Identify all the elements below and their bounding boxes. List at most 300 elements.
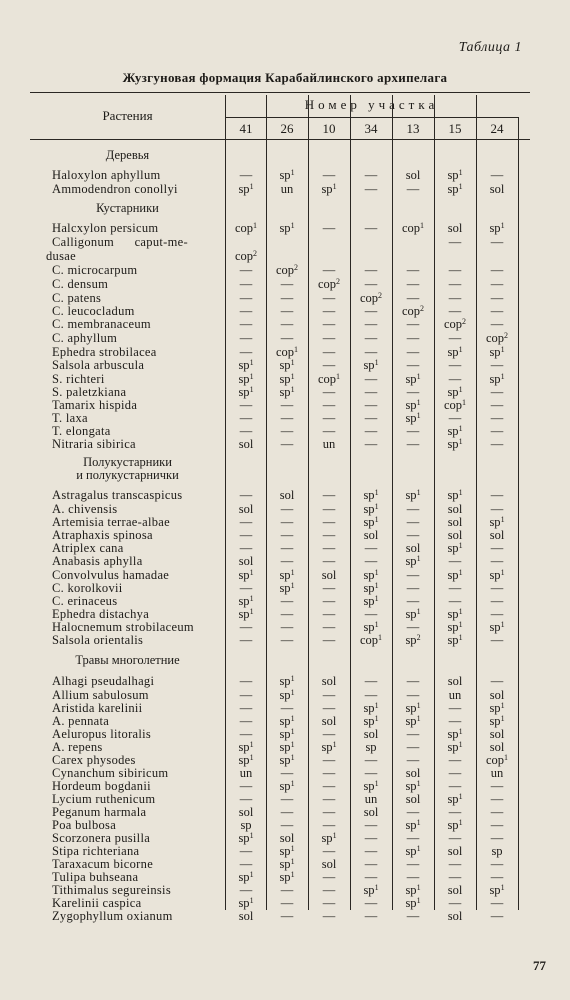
abundance-cell: — [490,168,504,182]
abundance-cell: — [322,515,336,529]
abundance-cell: $sp^1$ [447,792,463,806]
abundance-cell: — [448,896,462,910]
abundance-cell: — [322,541,336,555]
abundance-cell: — [239,779,253,793]
table-row [0,424,570,438]
abundance-cell: un [448,688,462,702]
plant-name: Atriplex cana [52,541,124,555]
abundance-cell: — [239,168,253,182]
table-row [0,398,570,412]
abundance-cell: $sp^1$ [279,358,295,372]
abundance-cell: — [239,727,253,741]
abundance-cell: $sp^1$ [279,844,295,858]
abundance-cell: — [490,857,504,871]
abundance-cell: — [322,398,336,412]
abundance-cell: — [280,607,294,621]
abundance-cell: — [448,714,462,728]
abundance-cell: — [490,437,504,451]
abundance-cell: — [322,345,336,359]
abundance-cell: — [322,896,336,910]
abundance-cell: — [280,277,294,291]
abundance-cell: — [364,424,378,438]
abundance-cell: — [280,594,294,608]
abundance-cell: — [364,674,378,688]
abundance-cell: $sp^1$ [363,594,379,608]
abundance-cell: — [448,331,462,345]
abundance-cell: — [239,304,253,318]
abundance-cell: — [322,221,336,235]
plants-column-header: Растения [102,108,153,123]
abundance-cell: — [322,424,336,438]
abundance-cell: $sp^1$ [279,870,295,884]
table-row [0,779,570,793]
abundance-cell: — [364,304,378,318]
plant-name: S. paletzkiana [52,385,127,399]
abundance-cell: cop$^2$ [234,249,258,263]
abundance-cell: — [364,844,378,858]
abundance-cell: — [239,277,253,291]
abundance-cell: — [239,424,253,438]
abundance-cell: cop$^2$ [275,263,299,277]
abundance-cell: — [448,701,462,715]
plant-name: Allium sabulosum [52,688,149,702]
table-row [0,554,570,568]
table-row [0,249,570,263]
table-row [0,372,570,386]
abundance-cell: sol [405,766,421,780]
abundance-cell: $sp^1$ [489,345,505,359]
abundance-cell: — [364,331,378,345]
plant-name: Haloxylon aphyllum [52,168,161,182]
abundance-cell: — [239,488,253,502]
abundance-cell: — [364,607,378,621]
abundance-cell: sol [489,182,505,196]
table-number-label: Таблица 1 [458,40,522,55]
abundance-cell: $sp^1$ [279,581,295,595]
table-row [0,753,570,767]
section-heading: Полукустарники [83,455,172,469]
abundance-cell: — [490,277,504,291]
plant-name: A. chivensis [52,502,118,516]
plant-name: Lycium ruthenicum [52,792,156,806]
abundance-cell: $sp^1$ [279,168,295,182]
abundance-cell: $sp^1$ [447,345,463,359]
plant-name: T. laxa [52,411,88,425]
abundance-cell: $sp^1$ [489,883,505,897]
abundance-cell: — [239,581,253,595]
column-header-41: 41 [239,121,253,136]
abundance-cell: — [406,740,420,754]
plant-name: Anabasis aphylla [52,554,143,568]
abundance-cell: — [322,779,336,793]
abundance-cell: — [280,883,294,897]
table-row [0,411,570,425]
abundance-cell: un [364,792,378,806]
plant-name: Salsola arbuscula [52,358,145,372]
abundance-cell: — [280,633,294,647]
table-row [0,277,570,291]
abundance-cell: — [239,515,253,529]
abundance-cell: sol [238,805,254,819]
abundance-cell: — [322,168,336,182]
abundance-cell: — [364,753,378,767]
table-row [0,541,570,555]
plant-name: Stipa richteriana [52,844,140,858]
abundance-cell: — [322,502,336,516]
abundance-cell: sol [238,437,254,451]
abundance-cell: sol [447,909,463,923]
abundance-cell: sol [447,502,463,516]
abundance-cell: sol [363,727,379,741]
abundance-cell: — [406,317,420,331]
abundance-cell: $sp^1$ [238,896,254,910]
table-row [0,844,570,858]
abundance-cell: — [280,766,294,780]
abundance-cell: — [239,263,253,277]
abundance-cell: — [448,766,462,780]
abundance-cell: cop$^2$ [443,317,467,331]
abundance-cell: — [322,581,336,595]
abundance-cell: $sp^1$ [405,488,421,502]
abundance-cell: $sp^1$ [447,818,463,832]
plant-name: Scorzonera pusilla [52,831,151,845]
abundance-cell: — [364,688,378,702]
section-heading: Кустарники [96,201,159,215]
abundance-cell: $sp^1$ [447,607,463,621]
abundance-cell: — [490,263,504,277]
plant-name: Karelinii caspica [52,896,142,910]
plant-name: Convolvulus hamadae [52,568,170,582]
abundance-cell: $sp^1$ [405,883,421,897]
abundance-cell: $sp^1$ [363,515,379,529]
abundance-cell: $sp^1$ [405,818,421,832]
abundance-cell: — [406,620,420,634]
abundance-cell: — [322,701,336,715]
plant-name: Aristida karelinii [52,701,143,715]
table-row [0,488,570,502]
abundance-cell: — [239,331,253,345]
abundance-cell: $sp^1$ [279,221,295,235]
abundance-cell: — [239,701,253,715]
abundance-cell: sol [405,168,421,182]
abundance-cell: cop$^1$ [485,753,509,767]
abundance-cell: — [448,263,462,277]
abundance-cell: — [280,896,294,910]
abundance-cell: — [406,568,420,582]
abundance-cell: — [280,541,294,555]
abundance-cell: $sp^1$ [279,753,295,767]
abundance-cell: $sp^1$ [447,168,463,182]
abundance-cell: $sp^1$ [279,857,295,871]
abundance-cell: — [490,594,504,608]
abundance-cell: — [490,235,504,249]
abundance-cell: — [364,221,378,235]
table-row [0,792,570,806]
abundance-cell: — [364,168,378,182]
abundance-cell: $sp^1$ [447,424,463,438]
plant-name: Peganum harmala [52,805,147,819]
table-row [0,607,570,621]
abundance-cell: — [490,424,504,438]
table-row [0,674,570,688]
abundance-cell: — [364,896,378,910]
abundance-cell: sol [279,488,295,502]
plant-name: C. korolkovii [52,581,123,595]
plant-name: Zygophyllum oxianum [52,909,173,923]
abundance-cell: $sp^1$ [238,385,254,399]
abundance-cell: — [406,263,420,277]
table-row [0,331,570,345]
abundance-cell: — [406,870,420,884]
abundance-cell: — [406,358,420,372]
abundance-cell: — [322,607,336,621]
abundance-cell: — [406,291,420,305]
abundance-cell: sol [405,792,421,806]
abundance-cell: $sp^1$ [405,372,421,386]
abundance-cell: sol [238,554,254,568]
abundance-cell: — [280,317,294,331]
table-row [0,896,570,910]
abundance-cell: — [239,792,253,806]
table-row [0,528,570,542]
table-row [0,701,570,715]
abundance-cell: — [364,398,378,412]
abundance-cell: — [322,554,336,568]
abundance-cell: sol [321,674,337,688]
abundance-cell: sp [240,818,252,832]
abundance-cell: — [322,753,336,767]
abundance-cell: un [239,766,253,780]
abundance-cell: — [490,304,504,318]
abundance-cell: — [322,291,336,305]
table-row [0,766,570,780]
abundance-cell: — [490,398,504,412]
abundance-cell: $sp^1$ [238,358,254,372]
plant-name: C. membranaceum [52,317,151,331]
abundance-cell: sol [447,221,463,235]
plant-name: Ephedra distachya [52,607,150,621]
abundance-cell: — [364,345,378,359]
abundance-cell: $sp^1$ [447,727,463,741]
abundance-cell: $sp^1$ [447,385,463,399]
abundance-cell: $sp^1$ [321,740,337,754]
plant-name: Alhagi pseudalhagi [52,674,155,688]
abundance-cell: — [490,896,504,910]
abundance-cell: — [239,291,253,305]
abundance-cell: $sp^1$ [363,502,379,516]
table-top-rule [30,92,530,93]
abundance-cell: — [406,674,420,688]
abundance-cell: — [490,633,504,647]
plant-name: Tithimalus segureinsis [52,883,171,897]
abundance-cell: — [322,263,336,277]
abundance-cell: — [239,688,253,702]
table-row [0,857,570,871]
abundance-cell: — [280,502,294,516]
abundance-cell: cop$^2$ [401,304,425,318]
abundance-cell: — [364,411,378,425]
abundance-cell: cop$^1$ [443,398,467,412]
abundance-cell: — [406,831,420,845]
abundance-cell: $sp^1$ [363,883,379,897]
abundance-cell: — [490,502,504,516]
plant-name: C. leucocladum [52,304,135,318]
abundance-cell: sol [447,674,463,688]
table-row [0,385,570,399]
table-row [0,502,570,516]
abundance-cell: — [406,331,420,345]
abundance-cell: — [406,502,420,516]
abundance-cell: sp [491,844,503,858]
plant-name: Taraxacum bicorne [52,857,154,871]
abundance-cell: — [239,317,253,331]
abundance-cell: — [280,818,294,832]
abundance-cell: — [364,818,378,832]
table-row [0,805,570,819]
plant-name: A. repens [52,740,103,754]
abundance-cell: — [364,437,378,451]
abundance-cell: — [364,870,378,884]
abundance-cell: — [406,528,420,542]
abundance-cell: — [406,515,420,529]
table-row [0,688,570,702]
plant-name: Halcxylon persicum [52,221,159,235]
abundance-cell: $sp^1$ [279,714,295,728]
abundance-cell: $sp^1$ [321,831,337,845]
table-row [0,633,570,647]
abundance-cell: — [364,182,378,196]
abundance-cell: $sp^1$ [489,221,505,235]
abundance-cell: — [239,674,253,688]
abundance-cell: — [406,727,420,741]
abundance-cell: $sp^1$ [447,740,463,754]
abundance-cell: — [490,554,504,568]
abundance-cell: $sp^1$ [405,554,421,568]
table-header-rule [30,139,530,140]
abundance-cell: — [239,345,253,359]
abundance-cell: — [322,331,336,345]
plant-name: Ephedra strobilacea [52,345,157,359]
abundance-cell: — [448,291,462,305]
plant-name: C. microcarpum [52,263,138,277]
abundance-cell: $sp^1$ [447,633,463,647]
abundance-cell: — [364,385,378,399]
abundance-cell: $sp^1$ [447,488,463,502]
table-row [0,182,570,196]
table-row [0,714,570,728]
plot-number-header: Номер участка [304,97,439,112]
abundance-cell: — [406,424,420,438]
abundance-cell: — [406,437,420,451]
abundance-cell: — [448,304,462,318]
abundance-cell: $sp^1$ [363,581,379,595]
abundance-cell: — [364,263,378,277]
abundance-cell: — [322,766,336,780]
abundance-cell: $sp^1$ [363,568,379,582]
abundance-cell: — [280,424,294,438]
abundance-cell: cop$^1$ [234,221,258,235]
abundance-cell: — [322,317,336,331]
plant-name: Artemisia terrae-albae [52,515,170,529]
abundance-cell: — [490,792,504,806]
abundance-cell: — [322,594,336,608]
abundance-cell: — [364,554,378,568]
abundance-cell: $sp^1$ [279,740,295,754]
abundance-cell: $sp^1$ [279,568,295,582]
column-header-24: 24 [490,121,504,136]
abundance-cell: un [322,437,336,451]
table-row [0,581,570,595]
abundance-cell: cop$^2$ [317,277,341,291]
table-row [0,909,570,923]
abundance-cell: sol [321,568,337,582]
abundance-cell: — [322,633,336,647]
abundance-cell: $sp^1$ [363,714,379,728]
abundance-cell: — [490,805,504,819]
column-header-13: 13 [406,121,420,136]
abundance-cell: — [406,385,420,399]
abundance-cell: $sp^1$ [238,870,254,884]
abundance-cell: — [280,792,294,806]
plant-name: C. aphyllum [52,331,118,345]
column-header-34: 34 [364,121,378,136]
abundance-cell: $sp^1$ [405,844,421,858]
abundance-cell: $sp^1$ [363,701,379,715]
abundance-cell: — [280,515,294,529]
table-row [0,317,570,331]
abundance-cell: $sp^1$ [238,753,254,767]
plant-name: Calligonum caput-me- [52,235,188,249]
abundance-cell: — [364,831,378,845]
table-row [0,304,570,318]
abundance-cell: $sp^1$ [489,372,505,386]
plant-name: C. patens [52,291,102,305]
abundance-cell: $sp^1$ [405,701,421,715]
table-row [0,235,570,249]
abundance-cell: — [280,411,294,425]
abundance-cell: $sp^1$ [447,182,463,196]
plant-name: C. erinaceus [52,594,118,608]
table-row [0,870,570,884]
column-header-10: 10 [322,121,336,136]
plant-name: Tamarix hispida [52,398,138,412]
abundance-cell: $sp^1$ [238,372,254,386]
plant-name: C. densum [52,277,109,291]
abundance-cell: sol [238,502,254,516]
abundance-cell: cop$^1$ [317,372,341,386]
abundance-cell: — [448,805,462,819]
plant-name: Salsola orientalis [52,633,144,647]
abundance-cell: $sp^1$ [279,674,295,688]
abundance-cell: — [239,398,253,412]
abundance-cell: — [239,633,253,647]
abundance-cell: sol [321,857,337,871]
abundance-cell: — [280,304,294,318]
abundance-cell: — [322,385,336,399]
abundance-cell: — [490,779,504,793]
abundance-cell: $sp^1$ [405,411,421,425]
abundance-cell: — [490,488,504,502]
abundance-cell: — [364,766,378,780]
abundance-cell: $sp^1$ [405,896,421,910]
abundance-cell: $sp^1$ [489,515,505,529]
abundance-cell: $sp^1$ [489,620,505,634]
abundance-cell: — [490,411,504,425]
plant-name: Astragalus transcaspicus [52,488,183,502]
plant-name: T. elongata [52,424,111,438]
plant-name: Atraphaxis spinosa [52,528,153,542]
abundance-cell: — [322,727,336,741]
